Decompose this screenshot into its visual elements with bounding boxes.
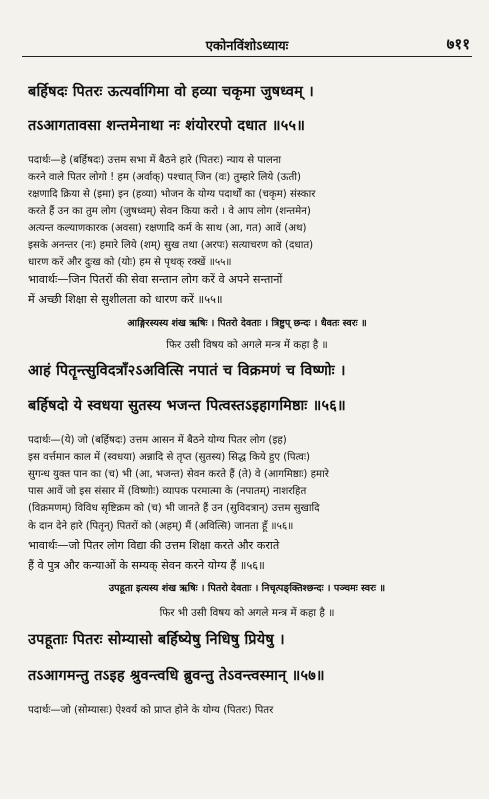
padartha-line: पदार्थः—(ये) जो (बर्हिषदः) उत्तम आसन में बैठने योग्य पितर लोग (इह) [28,435,287,446]
padartha-line: पदार्थः—हे (बर्हिषदः) उत्तम सभा में बैठने हारे (पितरः) न्याय से पालना [28,155,282,166]
padartha-line: पास आवें जो इस संसार में (विष्णोः) व्यापक परमात्मा के (नपातम्) नाशरहित [28,486,307,497]
bhavartha-line: में अच्छी शिक्षा से सुशीलता को धारण करें ॥५५॥ [28,293,223,306]
padartha-line: इसके अनन्तर (नः) हमारे लिये (शम्) सुख तथा (अरपः) सत्याचरण को (दधात) [28,240,314,251]
padartha-line: सुगन्ध युक्त पान का (च) भी (आ, भजन्त) सेवन करते हैं (ते) वे (आगमिष्ठाः) हमारे [28,469,329,480]
mantra-intro: फिर भी उसी विषय को अगले मन्त्र में कहा है ॥ [159,607,335,619]
mantra-line: बर्हिषदो ये स्वधया सुतस्य भजन्त पित्वस्तऽइहागमिष्ठाः ॥५६॥ [28,398,346,414]
padartha-line: (विक्रमणम्) विविध सृष्टिक्रम को (च) भी जानते हैं उन (सुविदत्रान्) उत्तम सुखादि [28,503,320,514]
mantra-line: बर्हिषदः पितरः ऊत्यर्वागिमा वो हव्या चकृमा जुषध्वम् । [28,84,314,100]
mantra-meta: आङ्गिरस्यस्य शंख ऋषिः । पितरो देवताः । त्रिष्टुप् छन्दः । धैवतः स्वरः ॥ [127,318,367,329]
page-header [22,34,472,57]
chapter-title: एकोनविंशोऽध्यायः [205,39,289,54]
padartha-line: करने वाले पितर लोगो ! हम (अर्वाक्) पश्चात् जिन (वः) तुम्हारे लिये (ऊती) [28,172,301,183]
padartha-line: करते हैं उन का तुम लोग (जुषध्वम्) सेवन किया करो । वे आप लोग (शन्तमेन) [28,206,311,217]
padartha-line: रक्षणादि क्रिया से (इमा) इन (हव्या) भोजन के योग्य पदार्थों का (चकृम) संस्कार [28,189,316,200]
bhavartha-line: भावार्थः—जिन पितरों की सेवा सन्तान लोग करें वे अपने सन्तानों [28,273,283,286]
bhavartha-line: हैं वे पुत्र और कन्याओं के सम्यक् सेवन करने योग्य हैं ॥५६॥ [28,559,265,572]
mantra-line: तऽआगमन्तु तऽइह श्रुवन्त्वधि ब्रुवन्तु तेऽवन्त्वस्मान् ॥५७॥ [28,668,325,684]
mantra-line: तऽआगतावसा शन्तमेनाथा नः शंयोररपो दधात ॥५५॥ [28,118,306,134]
padartha-line: पदार्थः—जो (सोम्यासः) ऐश्वर्य को प्राप्त होने के योग्य (पितरः) पितर [28,705,274,716]
padartha-line: के दान देने हारे (पितॄन्) पितरों को (अहम्) मैं (अवित्सि) जानता हूँ ॥५६॥ [28,521,294,532]
padartha-line: धारण करें और दुःख को (योः) हम से पृथक् रक्खें ॥५५॥ [28,257,232,268]
padartha-line: इस वर्त्तमान काल में (स्वधया) अन्नादि से तृप्त (सुतस्य) सिद्ध किये हुए (पित्वः) [28,452,310,463]
mantra-line: उपहूताः पितरः सोम्यासो बर्हिष्येषु निधिषु प्रियेषु । [28,632,285,648]
mantra-intro: फिर उसी विषय को अगले मन्त्र में कहा है ॥ [166,339,328,351]
mantra-meta: उपहूता इत्यस्य शंख ऋषिः । पितरो देवताः । निचृत्पङ्क्तिश्छन्दः । पञ्चमः स्वरः ॥ [108,583,386,594]
mantra-line: आहं पितॄन्त्सुविदत्राँ२ऽअवित्सि नपातं च विक्रमणं च विष्णोः । [28,363,346,379]
padartha-line: अत्यन्त कल्याणकारक (अवसा) रक्षणादि कर्म के साथ (आ, गत) आवें (अथ) [28,223,307,234]
bhavartha-line: भावार्थः—जो पितर लोग विद्या की उत्तम शिक्षा करते और कराते [28,539,280,552]
page-number: ७११ [446,35,470,53]
